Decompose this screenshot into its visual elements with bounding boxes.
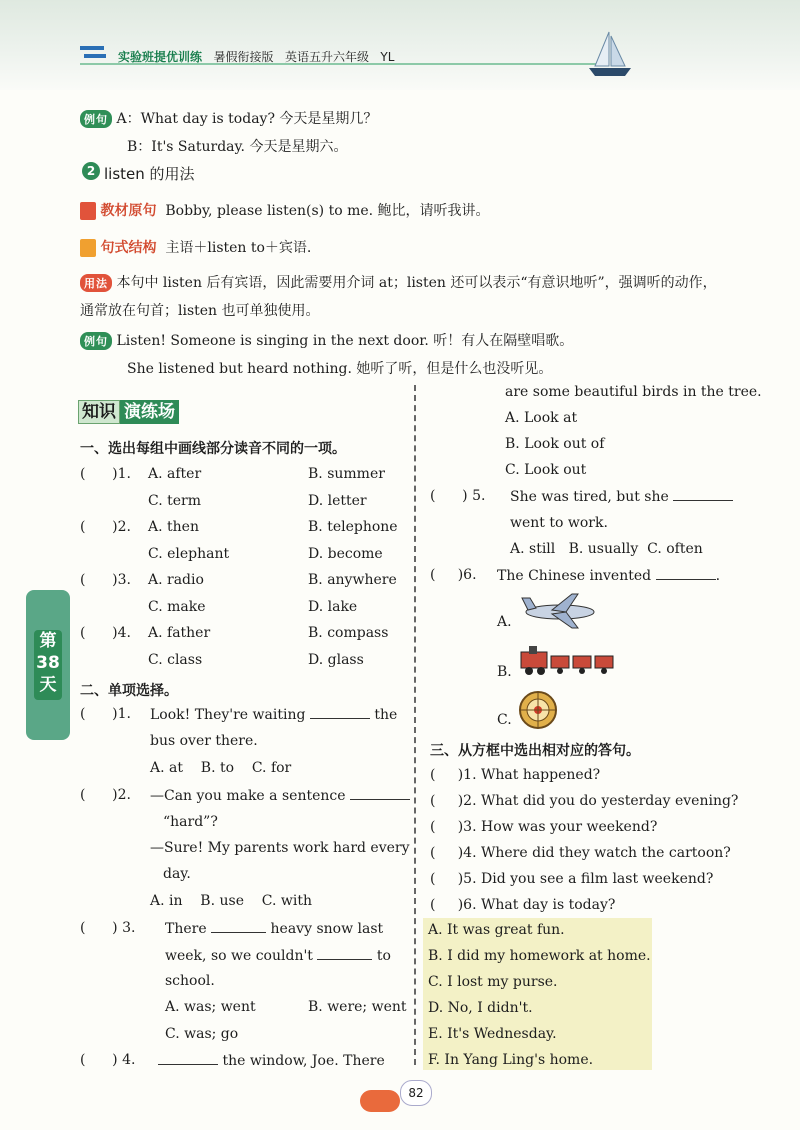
pencil-icon: [80, 239, 96, 257]
structure-text: 主语＋listen to＋宾语.: [165, 240, 312, 256]
p1q4-a: A. father: [148, 625, 211, 641]
column-divider: [414, 385, 416, 1065]
section-title: listen 的用法: [104, 165, 195, 183]
example1-b: B：It's Saturday. 今天是星期六。: [127, 139, 348, 155]
p2q3-num: ) 3.: [112, 920, 136, 936]
p3q4: ( )4. Where did they watch the cartoon?: [430, 845, 731, 861]
p2q1-opts: A. at B. to C. for: [150, 760, 292, 776]
train-icon: [515, 642, 615, 682]
code: YL: [380, 50, 395, 64]
edition: 暑假衔接版: [213, 50, 274, 64]
p1q4-num: )4.: [112, 625, 131, 641]
p1q2-paren: ( )2.: [80, 519, 131, 535]
practice-title-a: 知识: [78, 400, 120, 424]
p2q6-line1: The Chinese invented .: [497, 568, 721, 584]
p2q3-l1b: heavy snow last: [270, 921, 384, 937]
p2q4-num: ) 4.: [112, 1052, 136, 1068]
p2q1-line1: [150, 706, 397, 723]
p1q2-a: A. then: [148, 519, 199, 535]
example2-a: Listen! Someone is singing in the next door. 听！有人在隔壁唱歌。: [116, 333, 574, 349]
p2q3-l1a: There: [165, 921, 207, 937]
p2q2-opts: A. in B. use C. with: [150, 893, 312, 909]
page-number: 82: [400, 1080, 432, 1106]
answer-blank[interactable]: [158, 1052, 218, 1065]
p2q2-paren: ( )2.: [80, 787, 131, 803]
p2q5-l1: She was tired, but she: [510, 489, 669, 505]
p1q4-b: B. compass: [308, 625, 389, 641]
example1-line-a: [80, 108, 377, 128]
textbook-tag: 教材原句: [100, 203, 157, 219]
p1q2-b: B. telephone: [308, 519, 398, 535]
answer-blank[interactable]: [673, 488, 733, 501]
answer-b: B. I did my homework at home.: [428, 948, 651, 964]
p2q4-l1b: the window, Joe. There: [222, 1053, 385, 1069]
p2q6-l1: The Chinese invented: [497, 568, 652, 584]
p1q1-c: C. term: [148, 493, 201, 509]
header-text: [118, 48, 394, 65]
p3q2: ( )2. What did you do yesterday evening?: [430, 793, 739, 809]
p3q6-text: )6. What day is today?: [457, 897, 616, 913]
logo-icon: [78, 42, 110, 64]
p2q4-c: C. Look out: [505, 462, 587, 478]
p2q2-l4: day.: [163, 866, 191, 882]
p1q1-num: )1.: [112, 466, 131, 482]
p2q1-l1a: Look! They're waiting: [150, 707, 306, 723]
p1q2-c: C. elephant: [148, 546, 230, 562]
answer-blank[interactable]: [317, 947, 372, 960]
answer-blank[interactable]: [350, 787, 410, 800]
answer-a: A. It was great fun.: [428, 922, 565, 938]
p2q1-num: )1.: [112, 706, 131, 722]
p2q4-l2: are some beautiful birds in the tree.: [505, 384, 762, 400]
day-label: 第38天: [34, 630, 62, 700]
p1q3-a: A. radio: [148, 572, 204, 588]
grade: 英语五升六年级: [284, 50, 369, 64]
usage-line1: [80, 272, 717, 292]
p2q3-paren: ( ) 3.: [80, 920, 136, 936]
part1-title: 一、选出每组中画线部分读音不同的一项。: [80, 441, 346, 457]
p2q2-l2: “hard”?: [163, 814, 218, 830]
structure-tag: 句式结构: [100, 240, 157, 256]
p2q5-opts: A. still B. usually C. often: [510, 541, 703, 557]
p2q2-l1: —Can you make a sentence: [150, 788, 346, 804]
p2q5-line1: [510, 488, 733, 505]
answer-c: C. I lost my purse.: [428, 974, 558, 990]
p1q3-d: D. lake: [308, 599, 358, 615]
usage-text2: 通常放在句首；listen 也可单独使用。: [80, 303, 320, 319]
p1q3-c: C. make: [148, 599, 206, 615]
p3q4-text: )4. Where did they watch the cartoon?: [457, 845, 731, 861]
p2q2-num: )2.: [112, 787, 131, 803]
p3q1-text: )1. What happened?: [457, 767, 601, 783]
p2q6-b: B.: [497, 664, 512, 680]
answer-d: D. No, I didn't.: [428, 1000, 533, 1016]
p3q6: ( )6. What day is today?: [430, 897, 616, 913]
p2q3-c: C. was; go: [165, 1026, 239, 1042]
p2q2-l3: —Sure! My parents work hard every: [150, 840, 410, 856]
p1q3-paren: ( )3.: [80, 572, 131, 588]
p1q4-c: C. class: [148, 652, 203, 668]
section-number: 2: [82, 162, 100, 180]
answer-f: F. In Yang Ling's home.: [428, 1052, 594, 1068]
p3q3-text: )3. How was your weekend?: [457, 819, 658, 835]
p2q3-l2b: to: [376, 948, 391, 964]
airplane-icon: [520, 590, 600, 636]
part2-title: 二、单项选择。: [80, 683, 178, 699]
p2q1-l2: bus over there.: [150, 733, 258, 749]
p2q3-line2: [165, 947, 391, 964]
p1q1-d: D. letter: [308, 493, 367, 509]
p2q6-c: C.: [497, 712, 512, 728]
book-icon: [80, 202, 96, 220]
answer-box: [423, 918, 652, 1070]
p3q2-text: )2. What did you do yesterday evening?: [457, 793, 739, 809]
p2q3-a: A. was; went: [165, 999, 256, 1015]
usage-tag: 用法: [80, 274, 112, 292]
series-name: 实验班提优训练: [118, 50, 203, 64]
p3q1: ( )1. What happened?: [430, 767, 601, 783]
p2q4-a: A. Look at: [505, 410, 578, 426]
usage-text1: 本句中 listen 后有宾语，因此需要用介词 at；listen 还可以表示“有意识地听”，强调听的动作，: [116, 275, 717, 291]
p2q6-a: A.: [497, 614, 512, 630]
p1q3-b: B. anywhere: [308, 572, 397, 588]
textbook-line: [80, 200, 490, 220]
p2q3-l3: school.: [165, 973, 215, 989]
answer-blank[interactable]: [310, 706, 370, 719]
p2q1-paren: ( )1.: [80, 706, 131, 722]
p1q2-d: D. become: [308, 546, 383, 562]
p2q3-line1: [165, 920, 383, 937]
p2q4-b: B. Look out of: [505, 436, 605, 452]
answer-blank[interactable]: [211, 920, 266, 933]
p3q5: ( )5. Did you see a film last weekend?: [430, 871, 714, 887]
example-tag: 例句: [80, 110, 112, 128]
page-header: [0, 0, 800, 90]
p2q5-paren: ( ) 5.: [430, 488, 486, 504]
part3-title: 三、从方框中选出相对应的答句。: [430, 743, 640, 759]
p2q6-num: )6.: [457, 567, 477, 583]
p2q4-line1: [158, 1052, 385, 1069]
sailboat-icon: [585, 30, 635, 80]
answer-blank[interactable]: [656, 567, 716, 580]
p1q1-b: B. summer: [308, 466, 385, 482]
p1q4-d: D. glass: [308, 652, 364, 668]
structure-line: [80, 237, 311, 257]
p2q1-l1b: the: [374, 707, 398, 723]
p2q5-num: ) 5.: [462, 488, 486, 504]
practice-title: [78, 397, 179, 423]
p1q4-paren: ( )4.: [80, 625, 131, 641]
example-tag-2: 例句: [80, 332, 112, 350]
p1q1-a: A. after: [148, 466, 202, 482]
example1-a: A：What day is today? 今天是星期几？: [116, 111, 378, 127]
compass-icon: [518, 690, 558, 734]
p2q3-b: B. were; went: [308, 999, 407, 1015]
p2q6-paren: ( )6.: [430, 567, 477, 583]
p1q2-num: )2.: [112, 519, 131, 535]
example2-b: She listened but heard nothing. 她听了听，但是什么也没听见。: [127, 361, 553, 377]
p2q4-paren: ( ) 4.: [80, 1052, 136, 1068]
p1q1-paren: ( )1.: [80, 466, 131, 482]
textbook-sentence: Bobby, please listen(s) to me. 鲍比，请听我讲。: [165, 203, 490, 219]
submarine-icon: [360, 1090, 400, 1112]
p2q5-l2: went to work.: [510, 515, 608, 531]
p1q3-num: )3.: [112, 572, 131, 588]
p3q5-text: )5. Did you see a film last weekend?: [457, 871, 714, 887]
p2q2-line1: [150, 787, 410, 804]
p3q3: ( )3. How was your weekend?: [430, 819, 658, 835]
example2-line-a: [80, 330, 573, 350]
p2q3-l2a: week, so we couldn't: [165, 948, 313, 964]
answer-e: E. It's Wednesday.: [428, 1026, 557, 1042]
practice-title-b: 演练场: [120, 400, 179, 424]
